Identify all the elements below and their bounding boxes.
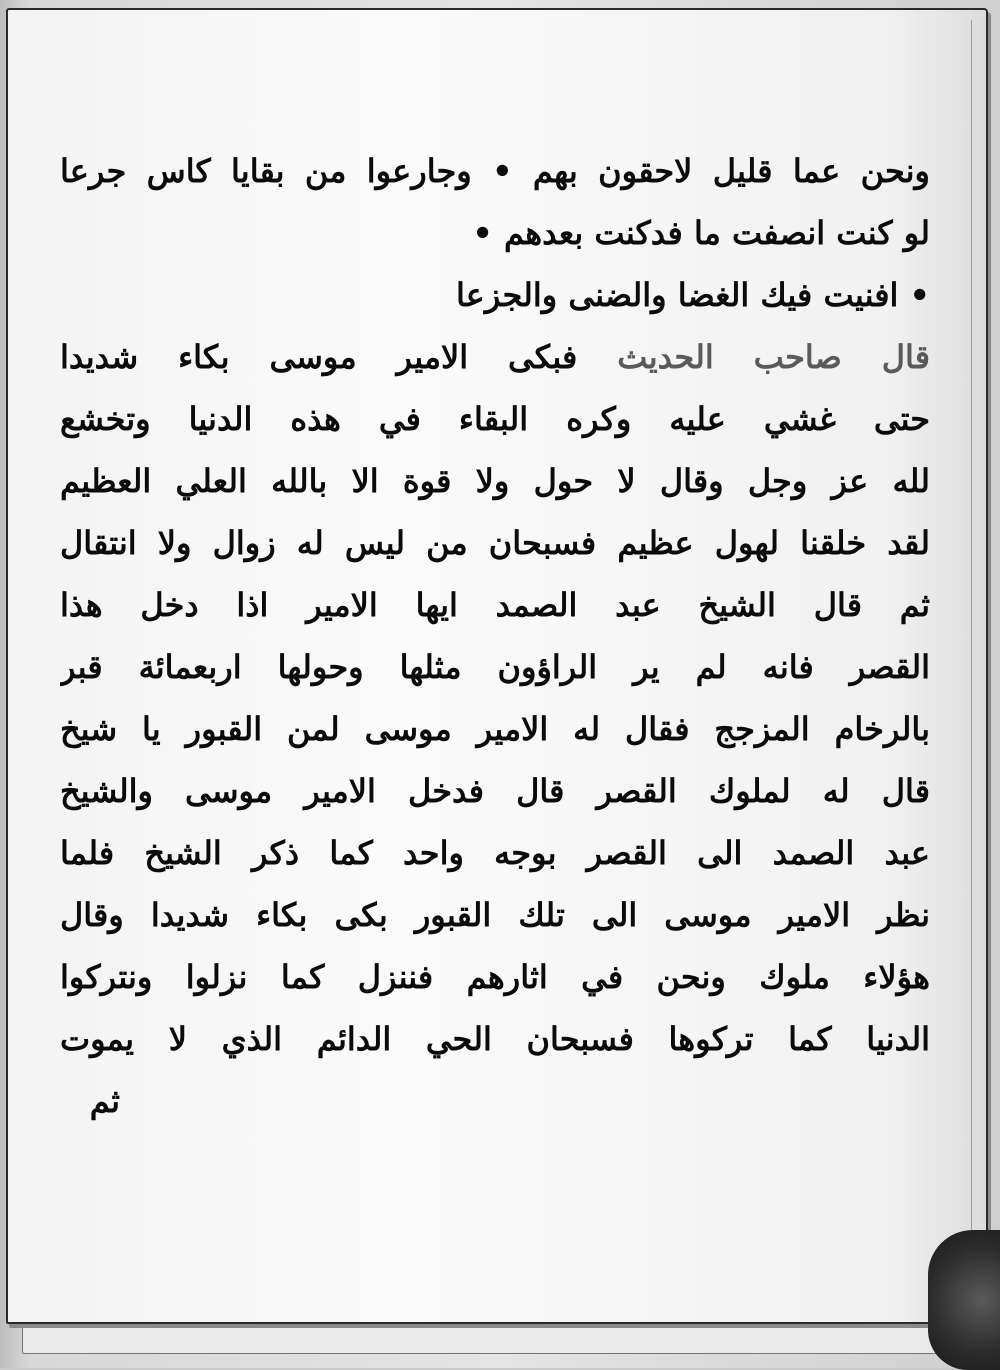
text-line-9 (60, 636, 930, 698)
text-line-3 (60, 264, 930, 326)
text-line-6 (60, 450, 930, 512)
text-line-14 (60, 946, 930, 1008)
line-text: لو كنت انصفت ما فدكنت بعدهم • (472, 214, 930, 252)
line-text: ونحن عما قليل لاحقون بهم • وجارعوا من بقايا كاس جرعا (60, 152, 930, 190)
text-line-5 (60, 388, 930, 450)
line-text: قال له لملوك القصر قال فدخل الامير موسى والشيخ (60, 772, 930, 810)
line-text: ثم قال الشيخ عبد الصمد ايها الامير اذا دخل هذا (60, 586, 930, 624)
line-text: القصر فانه لم ير الراؤون مثلها وحولها اربعمائة قبر (60, 648, 930, 686)
text-line-15 (60, 1008, 930, 1070)
line-text: لله عز وجل وقال لا حول ولا قوة الا بالله العلي العظيم (60, 462, 930, 500)
line-text: لقد خلقنا لهول عظيم فسبحان من ليس له زوال ولا انتقال (60, 524, 930, 562)
line-text: بالرخام المزجج فقال له الامير موسى لمن القبور يا شيخ (60, 710, 930, 748)
rubric-heading: قال صاحب الحديث (617, 338, 930, 376)
text-line-1 (60, 140, 930, 202)
catchword (60, 1070, 120, 1132)
text-line-13 (60, 884, 930, 946)
line-text: الدنيا كما تركوها فسبحان الحي الدائم الذي لا يموت (60, 1020, 930, 1058)
line-text: حتى غشي عليه وكره البقاء في هذه الدنيا وتخشع (60, 400, 930, 438)
manuscript-text (60, 140, 930, 1132)
page-edge (971, 20, 978, 1310)
text-line-4 (60, 326, 930, 388)
catchword-text: ثم (89, 1082, 120, 1120)
text-line-2 (60, 202, 930, 264)
text-line-10 (60, 698, 930, 760)
line-text: فبكى الامير موسى بكاء شديدا (60, 338, 618, 376)
line-text: عبد الصمد الى القصر بوجه واحد كما ذكر الشيخ فلما (60, 834, 930, 872)
text-line-8 (60, 574, 930, 636)
text-line-12 (60, 822, 930, 884)
line-text: نظر الامير موسى الى تلك القبور بكى بكاء شديدا وقال (60, 896, 930, 934)
line-text: • افنيت فيك الغضا والضنى والجزعا (456, 276, 930, 314)
line-text: هؤلاء ملوك ونحن في اثارهم فننزل كما نزلوا ونتركوا (60, 958, 930, 996)
text-line-7 (60, 512, 930, 574)
scanner-thumb (928, 1230, 1000, 1370)
text-line-11 (60, 760, 930, 822)
